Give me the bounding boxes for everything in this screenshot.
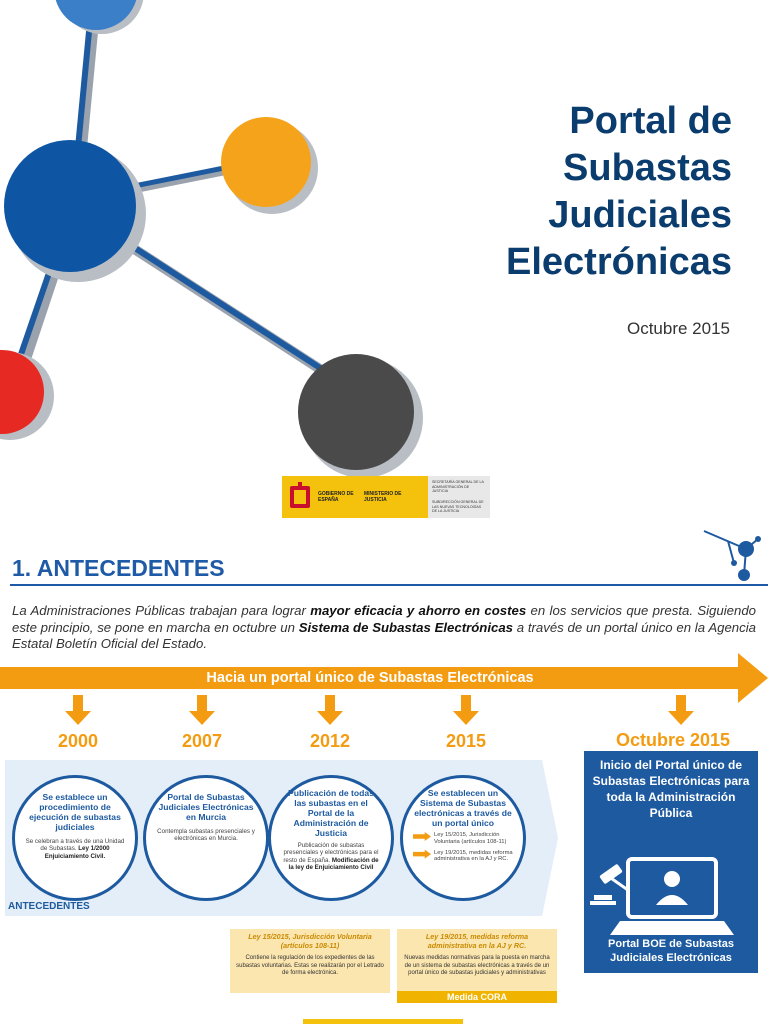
document-date: Octubre 2015 [626, 319, 730, 338]
logo-ministerio-text: MINISTERIO DE JUSTICIA [364, 491, 402, 503]
milestone-2015 [400, 775, 526, 901]
milestone-title: Portal de Subastas Judiciales Electrónicas en Murcia [158, 792, 254, 822]
title-line: Subastas [563, 147, 732, 189]
milestone-body [156, 828, 256, 843]
milestone-body-text: Contempla subastas presenciales y electrónicas en Murcia. [157, 828, 255, 843]
intro-highlight: mayor eficacia y ahorro en costes [310, 603, 527, 618]
title-line: Electrónicas [506, 241, 732, 283]
boe-portal-box [584, 751, 758, 973]
logo-subdireccion-text: SUBDIRECCIÓN GENERAL DE LAS NUEVAS TECNOLOGÍAS DE LA JUSTICIA [432, 500, 484, 514]
mini-molecule-icon [700, 529, 764, 585]
arrow-icon [413, 832, 431, 841]
logo-secretaria-text: SECRETARÍA GENERAL DE LA ADMINISTRACIÓN DE JUSTICIA [432, 480, 484, 494]
law-note [230, 929, 390, 993]
down-arrow-icon [453, 695, 479, 725]
milestone-2012 [268, 775, 394, 901]
down-arrow-icon [668, 695, 694, 725]
medida-cora-tag: Medida CORA [397, 991, 557, 1003]
coat-of-arms-icon [288, 482, 312, 512]
milestone-title: Se establecen un Sistema de Subastas electrónicas a través de un portal único [414, 788, 512, 828]
year-marker [290, 695, 370, 752]
down-arrow-icon [65, 695, 91, 725]
intro-highlight: Sistema de Subastas Electrónicas [298, 619, 514, 635]
down-arrow-icon [189, 695, 215, 725]
law-item [413, 832, 513, 846]
logo-left-panel [282, 476, 428, 518]
note-body: Nuevas medidas normativas para la puesta en marcha de un sistema de subastas electrónicas a través de un portal único de subastas judiciales y administrativas [404, 955, 550, 976]
intro-paragraph [12, 603, 756, 653]
logo-right-panel [428, 476, 490, 518]
antecedentes-section [0, 535, 768, 1024]
note-body: Contiene la regulación de los expedientes de las subastas voluntarias. Estas se realizarán por el Letrado de forma electrónica. [236, 955, 384, 976]
milestone-body [281, 842, 381, 872]
milestone-body-bold: Ley 1/2000 Enjuiciamiento Civil. [44, 845, 110, 860]
note-title: Ley 19/2015, medidas reforma administrativa en la AJ y RC. [425, 932, 529, 950]
law-note [397, 929, 557, 991]
milestone-body-text: Publicación de subastas presenciales y electrónicas para el resto de España. [283, 842, 379, 864]
auction-computer-icon [588, 855, 754, 939]
title-line: Judiciales [548, 194, 732, 236]
molecule-graphic [0, 0, 480, 480]
intro-text: en los servicios que presta. Siguiendo este principio, se pone en marcha en octubre un [12, 603, 756, 635]
milestone-body-text: Se celebran a través de una Unidad de Subastas. [25, 838, 125, 853]
year-marker [162, 695, 242, 752]
boe-footer: Portal BOE de Subastas Judiciales Electrónicas [608, 938, 734, 964]
milestone-2007 [143, 775, 269, 901]
section-title: 1. ANTECEDENTES [12, 555, 225, 581]
antecedentes-label: ANTECEDENTES [8, 901, 90, 912]
government-logo [282, 476, 490, 518]
note-title: Ley 15/2015, Jurisdicción Voluntaria (artículos 108-11) [248, 932, 372, 950]
year-label: 2007 [181, 731, 223, 751]
milestone-title: Se establece un procedimiento de ejecución de subastas judiciales [29, 792, 121, 832]
intro-text: a través de un portal único en la Agencia Estatal Boletín Oficial del Estado. [12, 619, 756, 651]
year-marker [38, 695, 118, 752]
law-item [413, 850, 513, 864]
year-label: 2000 [57, 731, 99, 751]
year-marker [426, 695, 506, 752]
milestone-title: Publicación de todas las subastas en el Portal de la Administración de Justicia [288, 788, 374, 838]
logo-gobierno-text: GOBIERNO DE ESPAÑA [318, 491, 354, 503]
document-title [506, 98, 732, 286]
boe-year-label: Octubre 2015 [615, 730, 731, 750]
boe-title: Inicio del Portal único de Subastas Electrónicas para toda la Administración Pública [592, 758, 750, 820]
year-label: 2015 [445, 731, 487, 751]
footer-logo-strip [303, 1019, 463, 1024]
banner-text: Hacia un portal único de Subastas Electrónicas [206, 670, 534, 686]
milestone-body-bold: Modificación de la ley de Enjuiciamiento Civil [288, 856, 379, 872]
title-line: Portal de [569, 100, 732, 142]
milestone-2000 [12, 775, 138, 901]
law-item-text: Ley 19/2015, medidas reforma administrativa en la AJ y RC. [434, 849, 513, 863]
milestone-body [25, 838, 125, 860]
down-arrow-icon [317, 695, 343, 725]
section-divider [10, 584, 768, 586]
arrow-icon [413, 850, 431, 859]
law-item-text: Ley 15/2015, Jurisdicción Voluntaria (artículos 108-11) [434, 832, 507, 845]
year-label: 2012 [309, 731, 351, 751]
intro-text: La Administraciones Públicas trabajan para lograr [12, 603, 311, 618]
